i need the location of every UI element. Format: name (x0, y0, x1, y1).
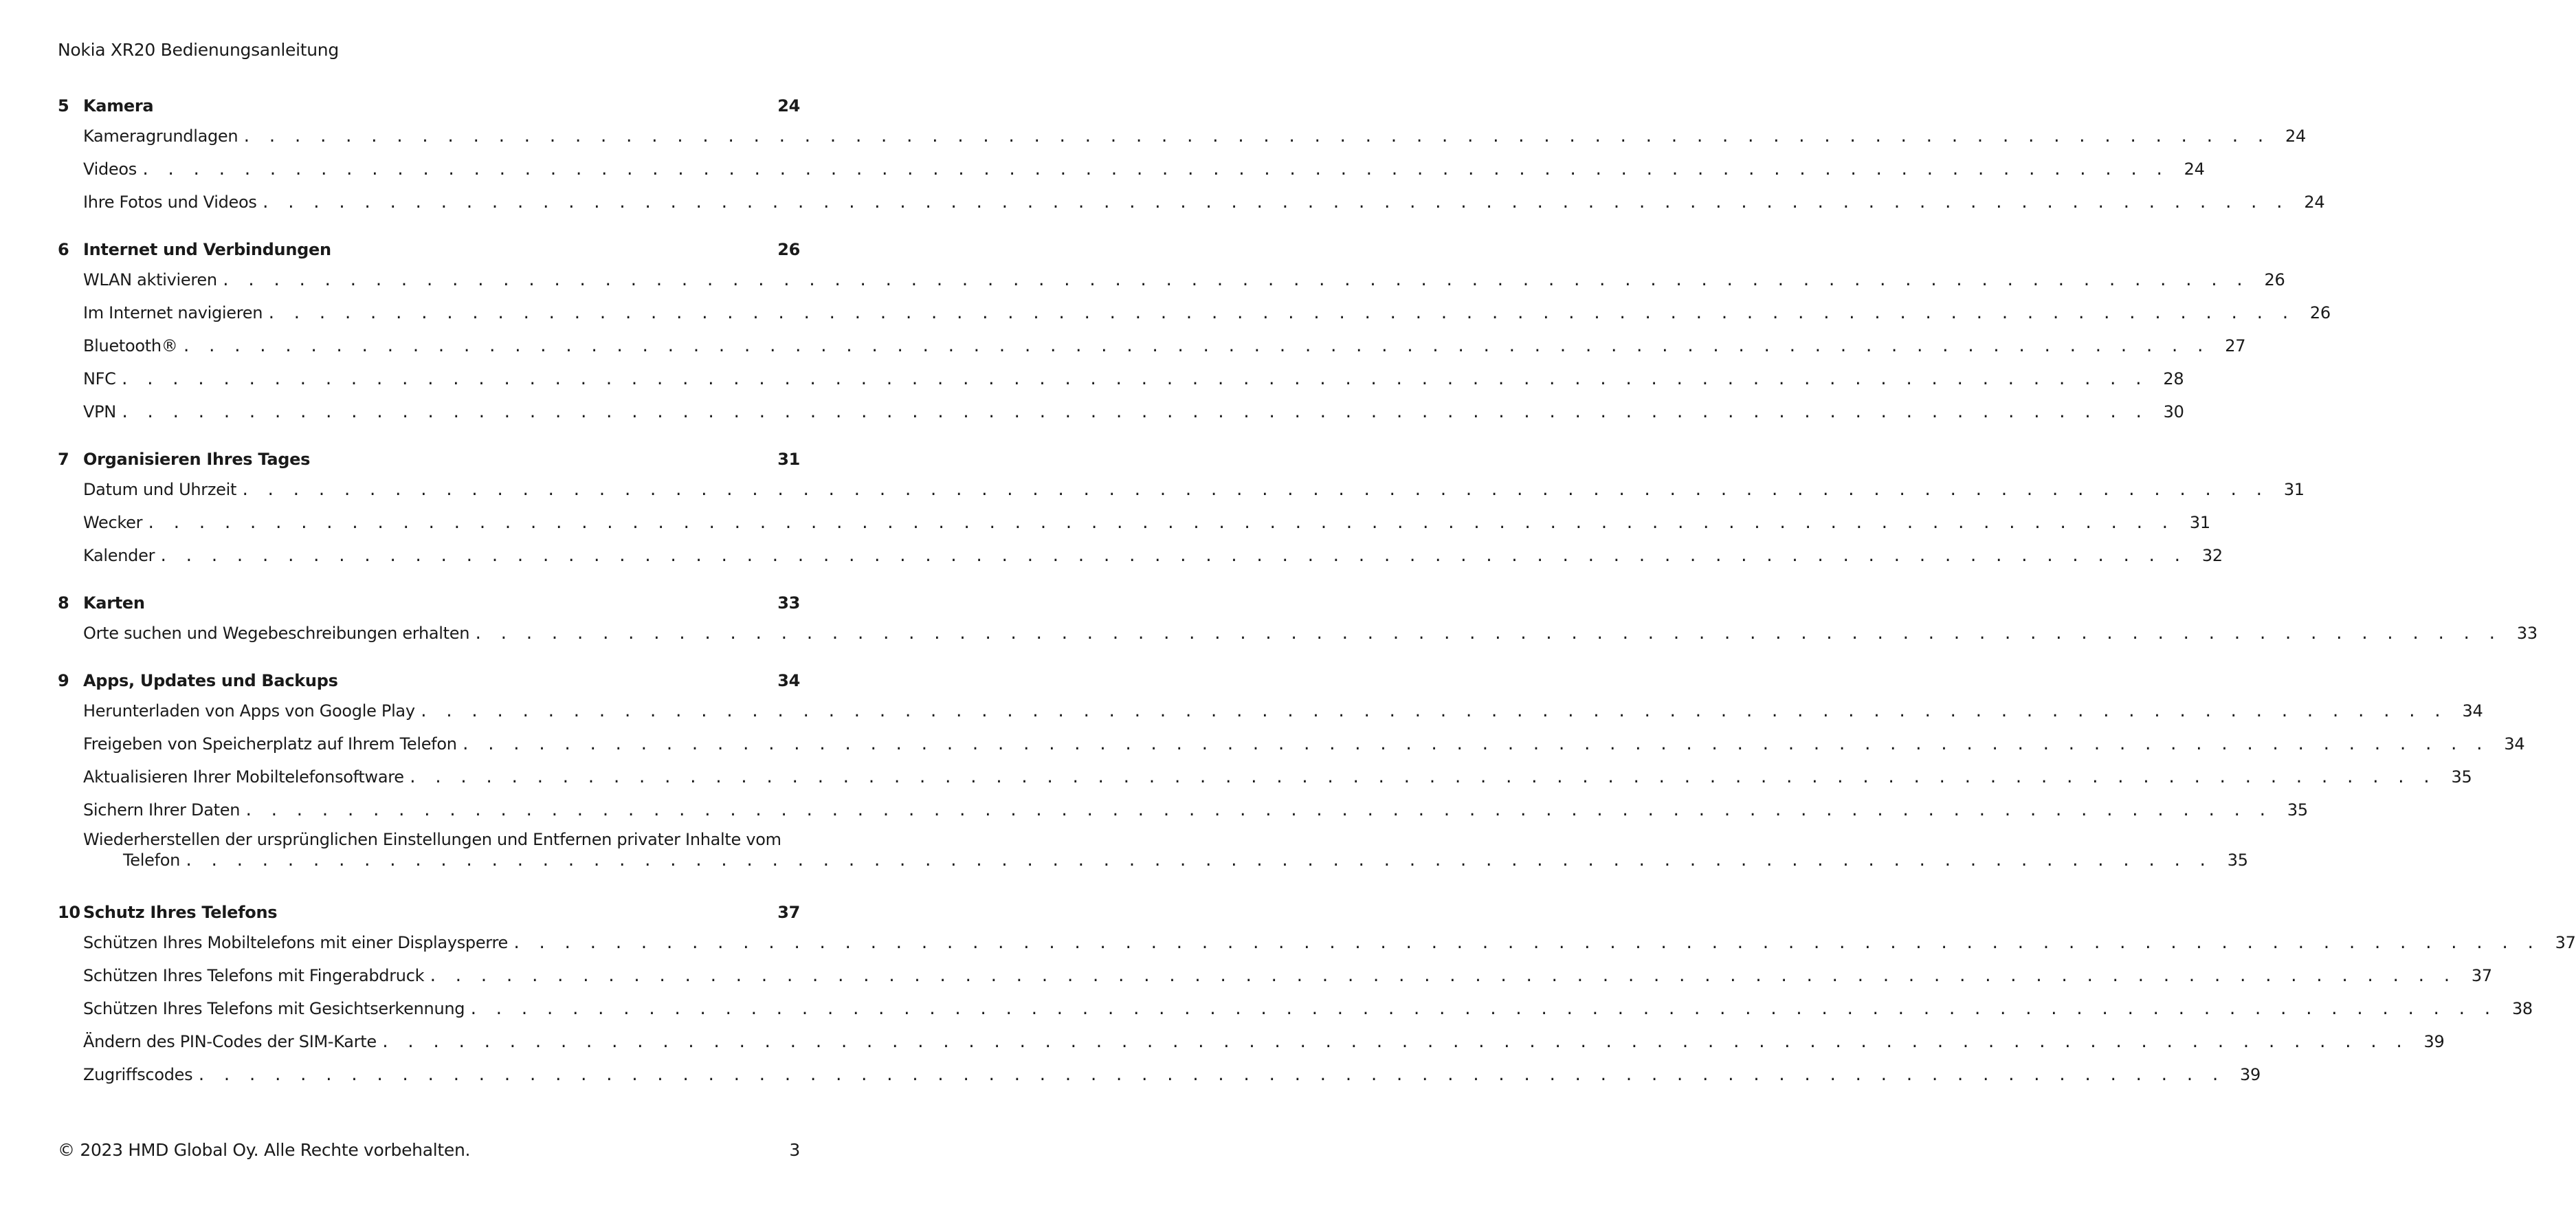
chapter-number: 9 (58, 671, 69, 690)
entry-title: Freigeben von Speicherplatz auf Ihrem Telefon (83, 727, 461, 760)
dot-leader: . . . . . . . . . . . . . . . . . . . . . . . . . . . . . . . . . . . . . . . . . . . . . . . . . . . . . . . . . . . . . . . . . . . . . . . . . . . . . . . . (242, 129, 2269, 146)
entry-page: 26 (2309, 303, 2331, 322)
chapter-page: 37 (777, 903, 800, 922)
entry-page: 26 (2264, 270, 2285, 289)
entry-title: Sichern Ihrer Daten (83, 793, 244, 826)
entry-title: Aktualisieren Ihrer Mobiltelefonsoftware (83, 760, 408, 793)
entry-title: Wecker (83, 506, 146, 539)
table-of-contents (58, 92, 2576, 1108)
dot-leader: . . . . . . . . . . . . . . . . . . . . . . . . . . . . . . . . . . . . . . . . . . . . . . . . . . . . . . . . . . . . . . . . . . . . . . . . . . . . . . . . (260, 195, 2288, 212)
entry-title: Kameragrundlagen (83, 120, 242, 153)
entry-page: 30 (2163, 402, 2184, 421)
toc-entry[interactable] (83, 727, 2525, 760)
chapter-title: Karten (83, 593, 145, 613)
dot-leader: . . . . . . . . . . . . . . . . . . . . . . . . . . . . . . . . . . . . . . . . . . . . . . . . . . . . . . . . . . . . . . . . . . . . . . . . . . . . . . . . (146, 515, 2173, 532)
dot-leader: . . . . . . . . . . . . . . . . . . . . . . . . . . . . . . . . . . . . . . . . . . . . . . . . . . . . . . . . . . . . . . . . . . . . . . . . . . . . . . . . (380, 1034, 2408, 1051)
toc-entry[interactable] (83, 926, 2576, 959)
chapter-page: 26 (777, 240, 800, 259)
entry-page: 32 (2201, 546, 2223, 565)
entry-title-continuation: Telefon (123, 851, 181, 870)
entry-page: 37 (2555, 933, 2576, 952)
toc-chapter-6 (58, 236, 2331, 428)
dot-leader: . . . . . . . . . . . . . . . . . . . . . . . . . . . . . . . . . . . . . . . . . . . . . . . . . . . . . . . . . . . . . . . . . . . . . . . . . . . . . . . . (428, 968, 2455, 985)
dot-leader: . . . . . . . . . . . . . . . . . . . . . . . . . . . . . . . . . . . . . . . . . . . . . . . . . . . . . . . . . . . . . . . . . . . . . . . . . . . . . . . . (120, 371, 2147, 388)
entry-page: 34 (2504, 734, 2525, 754)
entry-page: 37 (2471, 966, 2492, 985)
toc-entry[interactable] (83, 694, 2483, 727)
toc-entry[interactable] (83, 1058, 2261, 1091)
entry-page: 38 (2511, 999, 2533, 1018)
entry-title: Herunterladen von Apps von Google Play (83, 694, 419, 727)
page-footer (58, 1139, 800, 1162)
dot-leader: . . . . . . . . . . . . . . . . . . . . . . . . . . . . . . . . . . . . . . . . . . . . . . . . . . . . . . . . . . . . . . . . . . . . . . . . . . . . . . . . (244, 802, 2271, 820)
toc-entry[interactable] (83, 617, 2538, 650)
entry-page: 24 (2304, 193, 2325, 212)
entry-page: 35 (2287, 800, 2308, 820)
chapter-title: Organisieren Ihres Tages (83, 450, 311, 469)
entry-page: 39 (2423, 1032, 2445, 1051)
toc-entry[interactable] (83, 263, 2285, 296)
chapter-page: 24 (777, 96, 800, 116)
dot-leader: . . . . . . . . . . . . . . . . . . . . . . . . . . . . . . . . . . . . . . . . . . . . . . . . . . . . . . . . . . . . . . . . . . . . . . . . . . . . . . . . (241, 482, 2267, 499)
toc-chapter-7 (58, 446, 2305, 572)
chapter-title: Apps, Updates und Backups (83, 671, 338, 690)
toc-entry[interactable] (83, 329, 2246, 362)
entry-title: NFC (83, 362, 120, 395)
chapter-heading[interactable] (58, 92, 800, 120)
chapter-number: 6 (58, 240, 69, 259)
dot-leader: . . . . . . . . . . . . . . . . . . . . . . . . . . . . . . . . . . . . . . . . . . . . . . . . . . . . . . . . . . . . . . . . . . . . . . . . . . . . . . . . (469, 1001, 2496, 1018)
entry-page: 35 (2451, 767, 2472, 787)
chapter-heading[interactable] (58, 589, 800, 617)
document-title: Nokia XR20 Bedienungsanleitung (58, 40, 339, 60)
toc-entry[interactable] (83, 793, 2308, 826)
entry-page: 24 (2184, 160, 2205, 179)
chapter-number: 5 (58, 96, 69, 116)
dot-leader: . . . . . . . . . . . . . . . . . . . . . . . . . . . . . . . . . . . . . . . . . . . . . . . . . . . . . . . . . . . . . . . . . . . . . . . . . . . . . . . . (460, 736, 2488, 754)
entry-title: VPN (83, 395, 120, 428)
entry-title: Zugriffscodes (83, 1058, 197, 1091)
chapter-page: 33 (777, 593, 800, 613)
dot-leader: . . . . . . . . . . . . . . . . . . . . . . . . . . . . . . . . . . . . . . . . . . . . . . . . . . . . . . . . . . . . . . . . . . . . . . . . . . . . . . . . (181, 338, 2209, 355)
dot-leader: . . . . . . . . . . . . . . . . . . . . . . . . . . . . . . . . . . . . . . . . . . . . . . . . . . . . . . . . . . . . . . . . . . . . . . . . . . . . . . . . (408, 769, 2435, 787)
dot-leader: . . . . . . . . . . . . . . . . . . . . . . . . . . . . . . . . . . . . . . . . . . . . . . . . . . . . . . . . . . . . . . . . . . . . . . . . . . . . . . . . (419, 703, 2446, 721)
chapter-page: 31 (777, 450, 800, 469)
toc-entry[interactable] (83, 826, 2248, 881)
entry-page: 27 (2225, 336, 2246, 355)
page-number: 3 (789, 1140, 800, 1160)
toc-entry[interactable] (83, 153, 2205, 186)
entry-title: Videos (83, 153, 141, 186)
toc-entry[interactable] (83, 506, 2210, 539)
chapter-number: 7 (58, 450, 69, 469)
dot-leader: . . . . . . . . . . . . . . . . . . . . . . . . . . . . . . . . . . . . . . . . . . . . . . . . . . . . . . . . . . . . . . . . . . . . . . . . . . . . . . . . (267, 305, 2294, 322)
entry-page: 35 (2227, 851, 2248, 870)
chapter-number: 10 (58, 903, 80, 922)
entry-page: 33 (2516, 624, 2538, 643)
entry-title: WLAN aktivieren (83, 263, 221, 296)
chapter-title: Kamera (83, 96, 154, 116)
entry-title: Orte suchen und Wegebeschreibungen erhalten (83, 617, 474, 650)
toc-entry[interactable] (83, 296, 2331, 329)
toc-entry[interactable] (83, 473, 2305, 506)
dot-leader: . . . . . . . . . . . . . . . . . . . . . . . . . . . . . . . . . . . . . . . . . . . . . . . . . . . . . . . . . . . . . . . . . . . . . . . . . . . . . . . . (120, 404, 2147, 421)
chapter-heading[interactable] (58, 667, 800, 694)
entry-page: 28 (2163, 369, 2184, 388)
entry-title: Datum und Uhrzeit (83, 473, 241, 506)
page-header (58, 39, 339, 62)
toc-entry[interactable] (83, 120, 2306, 153)
entry-page: 34 (2462, 701, 2483, 721)
dot-leader: . . . . . . . . . . . . . . . . . . . . . . . . . . . . . . . . . . . . . . . . . . . . . . . . . . . . . . . . . . . . . . . . . . . . . . . . . . . . . . . . (221, 272, 2248, 289)
entry-title: Ändern des PIN-Codes der SIM-Karte (83, 1025, 381, 1058)
toc-entry[interactable] (83, 1025, 2445, 1058)
copyright-notice: © 2023 HMD Global Oy. Alle Rechte vorbehalten. (58, 1140, 471, 1160)
toc-entry[interactable] (83, 539, 2223, 572)
toc-entry[interactable] (83, 959, 2492, 992)
dot-leader: . . . . . . . . . . . . . . . . . . . . . . . . . . . . . . . . . . . . . . . . . . . . . . . . . . . . . . . . . . . . . . . . . . . . . . . . . . . . . . . . (184, 853, 2211, 870)
entry-title: Im Internet navigieren (83, 296, 267, 329)
toc-chapter-5 (58, 92, 2325, 219)
entry-title: Schützen Ihres Mobiltelefons mit einer Displaysperre (83, 926, 512, 959)
entry-page: 31 (2189, 513, 2210, 532)
dot-leader: . . . . . . . . . . . . . . . . . . . . . . . . . . . . . . . . . . . . . . . . . . . . . . . . . . . . . . . . . . . . . . . . . . . . . . . . . . . . . . . . (474, 626, 2500, 643)
entry-title: Schützen Ihres Telefons mit Fingerabdruck (83, 959, 428, 992)
entry-page: 39 (2240, 1065, 2261, 1084)
entry-title: Kalender (83, 539, 159, 572)
toc-entry[interactable] (83, 395, 2184, 428)
entry-title: Wiederherstellen der ursprünglichen Einstellungen und Entfernen privater Inhalte vom (83, 830, 781, 849)
toc-entry[interactable] (83, 186, 2325, 219)
entry-page: 31 (2283, 480, 2305, 499)
toc-chapter-8 (58, 589, 2538, 650)
dot-leader: . . . . . . . . . . . . . . . . . . . . . . . . . . . . . . . . . . . . . . . . . . . . . . . . . . . . . . . . . . . . . . . . . . . . . . . . . . . . . . . . (197, 1067, 2223, 1084)
entry-title: Schützen Ihres Telefons mit Gesichtserkennung (83, 992, 469, 1025)
chapter-title: Schutz Ihres Telefons (83, 903, 278, 922)
dot-leader: . . . . . . . . . . . . . . . . . . . . . . . . . . . . . . . . . . . . . . . . . . . . . . . . . . . . . . . . . . . . . . . . . . . . . . . . . . . . . . . . (159, 548, 2186, 565)
chapter-number: 8 (58, 593, 69, 613)
chapter-page: 34 (777, 671, 800, 690)
dot-leader: . . . . . . . . . . . . . . . . . . . . . . . . . . . . . . . . . . . . . . . . . . . . . . . . . . . . . . . . . . . . . . . . . . . . . . . . . . . . . . . . (140, 162, 2168, 179)
toc-entry[interactable] (83, 362, 2184, 395)
entry-page: 24 (2285, 127, 2306, 146)
toc-chapter-10 (58, 899, 2576, 1091)
chapter-heading[interactable] (58, 899, 800, 926)
toc-chapter-9 (58, 667, 2525, 881)
dot-leader: . . . . . . . . . . . . . . . . . . . . . . . . . . . . . . . . . . . . . . . . . . . . . . . . . . . . . . . . . . . . . . . . . . . . . . . . . . . . . . . . (511, 935, 2539, 952)
entry-title: Bluetooth® (83, 329, 182, 362)
toc-entry[interactable] (83, 760, 2472, 793)
chapter-title: Internet und Verbindungen (83, 240, 331, 259)
chapter-heading[interactable] (58, 236, 800, 263)
chapter-heading[interactable] (58, 446, 800, 473)
entry-title: Ihre Fotos und Videos (83, 186, 261, 219)
toc-entry[interactable] (83, 992, 2533, 1025)
